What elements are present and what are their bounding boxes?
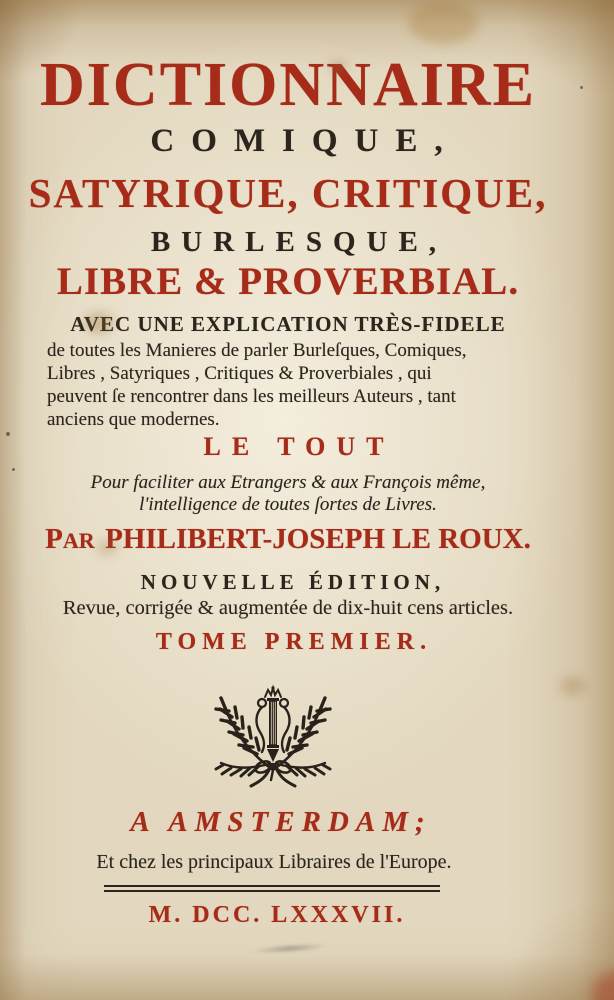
author-name: PHILIBERT-JOSEPH LE ROUX. [105, 523, 531, 555]
right-branch-leaves [287, 698, 330, 754]
main-title: DICTIONNAIRE [40, 51, 536, 119]
explication-line: de toutes les Manieres de parler Burleſques, Comiques, [47, 340, 467, 361]
paper-stain [560, 676, 586, 696]
author-par-smallcaps: AR [62, 528, 95, 553]
printer-ornament-vignette [213, 684, 333, 788]
edition-note: Revue, corrigée & augmentée de dix-huit cens articles. [62, 597, 514, 619]
tome-line: TOME PREMIER. [155, 629, 433, 655]
explication-paragraph [47, 339, 525, 431]
title-burlesque: BURLESQUE, [150, 226, 448, 258]
purpose-line: l'intelligence de toutes ſortes de Livres. [139, 494, 437, 515]
left-branch-leaves [216, 698, 259, 754]
imprint-year: M. DCC. LXXXVII. [148, 902, 406, 928]
ink-speck [6, 432, 10, 436]
explication-line: anciens que modernes. [47, 409, 220, 430]
imprint-city: A AMSTERDAM; [130, 806, 432, 838]
title-comique: COMIQUE, [150, 123, 460, 159]
title-satyrique: SATYRIQUE, CRITIQUE, [28, 170, 548, 216]
paper-stain [408, 2, 478, 44]
edition-heading: NOUVELLE ÉDITION, [140, 570, 446, 594]
purpose-note [10, 472, 566, 516]
corner-red-mark [592, 972, 614, 1000]
title-proverbial: LIBRE & PROVERBIAL. [56, 260, 520, 303]
ink-speck [580, 86, 583, 89]
author-par-initial: P [45, 523, 63, 555]
explication-line: peuvent ſe rencontrer dans les meilleurs Auteurs , tant [47, 386, 456, 407]
purpose-line: Pour faciliter aux Etrangers & aux François même, [90, 472, 486, 493]
le-tout-heading: LE TOUT [203, 432, 395, 461]
ink-speck [12, 468, 15, 471]
imprint-publisher: Et chez les principaux Libraires de l'Europe. [96, 851, 452, 873]
pencil-smudge [252, 941, 328, 955]
explication-line: Libres , Satyriques , Critiques & Proverbiales , qui [47, 363, 432, 384]
author-line [10, 523, 566, 556]
divider-double-rule [104, 885, 440, 892]
explication-heading: AVEC UNE EXPLICATION TRÈS-FIDELE [70, 312, 506, 336]
